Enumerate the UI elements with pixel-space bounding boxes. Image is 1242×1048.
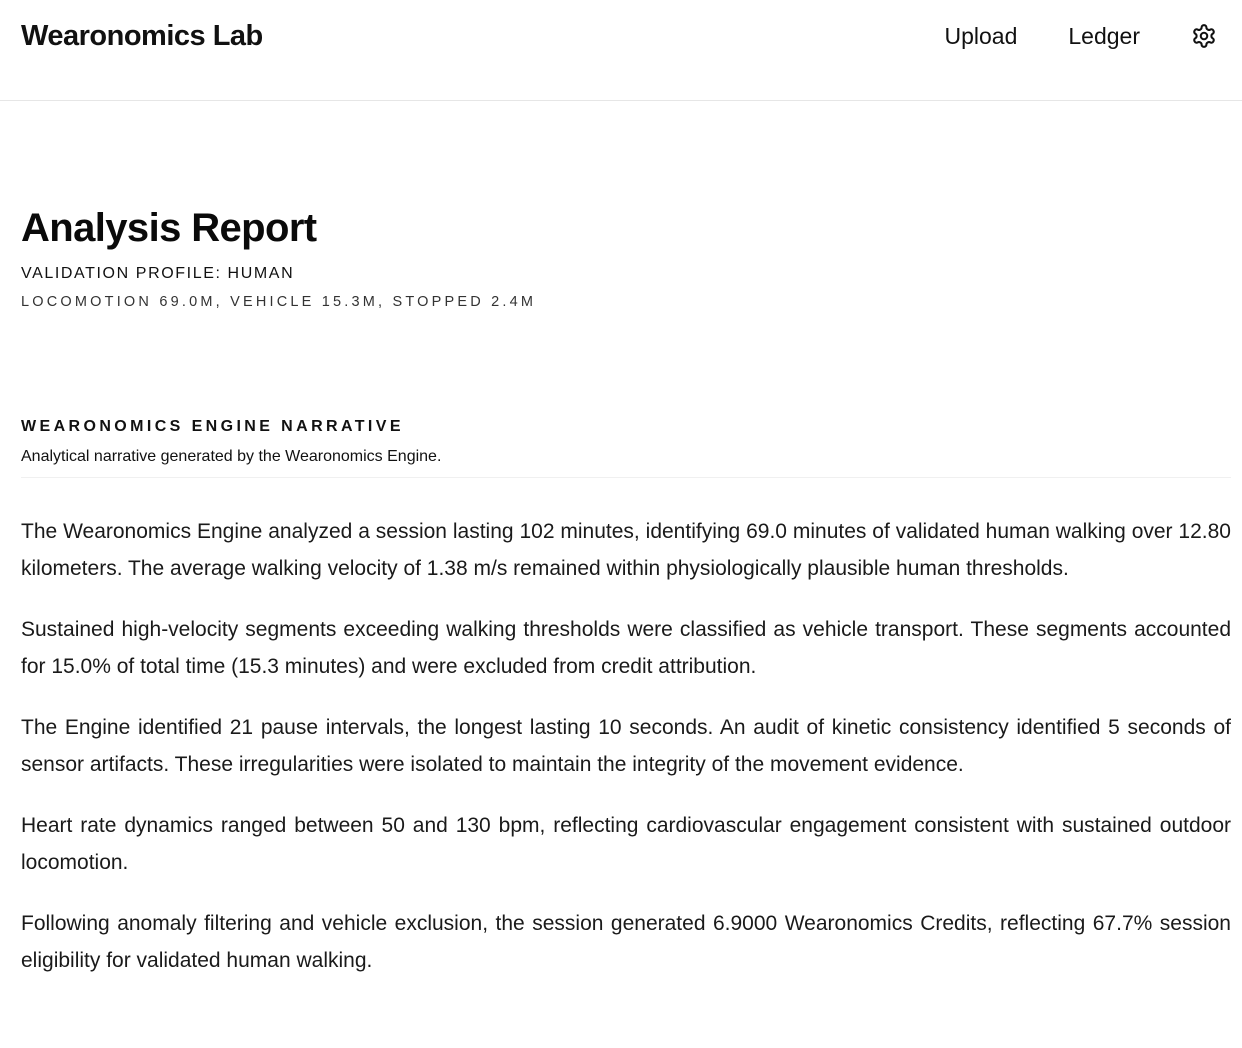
narrative-paragraph: The Engine identified 21 pause intervals, the longest lasting 10 seconds. An audit of kinetic consistency identified 5 seconds of sensor artifacts. These irregularities were isolated to maintain the integrity of the movement evidence. — [21, 716, 1231, 776]
validation-profile-label: VALIDATION PROFILE: HUMAN — [21, 265, 295, 282]
nav-upload-link[interactable]: Upload — [944, 23, 1018, 49]
narrative-paragraph: Heart rate dynamics ranged between 50 and 130 bpm, reflecting cardiovascular engagement consistent with sustained outdoor locomotion. — [21, 814, 1231, 874]
narrative-paragraph: The Wearonomics Engine analyzed a session lasting 102 minutes, identifying 69.0 minutes of validated human walking over 12.80 kilometers. The average walking velocity of 1.38 m/s remained within physiologically plausible human thresholds. — [21, 520, 1231, 580]
session-stats-summary: LOCOMOTION 69.0M, VEHICLE 15.3M, STOPPED 2.4M — [21, 294, 537, 310]
narrative-paragraph: Following anomaly filtering and vehicle exclusion, the session generated 6.9000 Wearonomics Credits, reflecting 67.7% session eligibility for validated human walking. — [21, 912, 1231, 972]
nav-ledger-link[interactable]: Ledger — [1068, 23, 1140, 49]
top-bar — [0, 0, 1242, 101]
narrative-body — [21, 514, 1231, 979]
brand-logo-text[interactable]: Wearonomics Lab — [21, 20, 263, 52]
report-header — [21, 204, 1231, 312]
top-nav — [944, 18, 1242, 54]
settings-button[interactable] — [1191, 23, 1217, 49]
page-title: Analysis Report — [21, 206, 317, 250]
gear-icon — [1191, 23, 1217, 49]
narrative-subtitle: Analytical narrative generated by the Wearonomics Engine. — [21, 446, 1231, 478]
narrative-paragraph: Sustained high-velocity segments exceeding walking thresholds were classified as vehicle transport. These segments accounted for 15.0% of total time (15.3 minutes) and were excluded from credit attribution. — [21, 618, 1231, 678]
narrative-heading: WEARONOMICS ENGINE NARRATIVE — [21, 418, 404, 435]
engine-narrative-section — [21, 416, 1231, 1004]
